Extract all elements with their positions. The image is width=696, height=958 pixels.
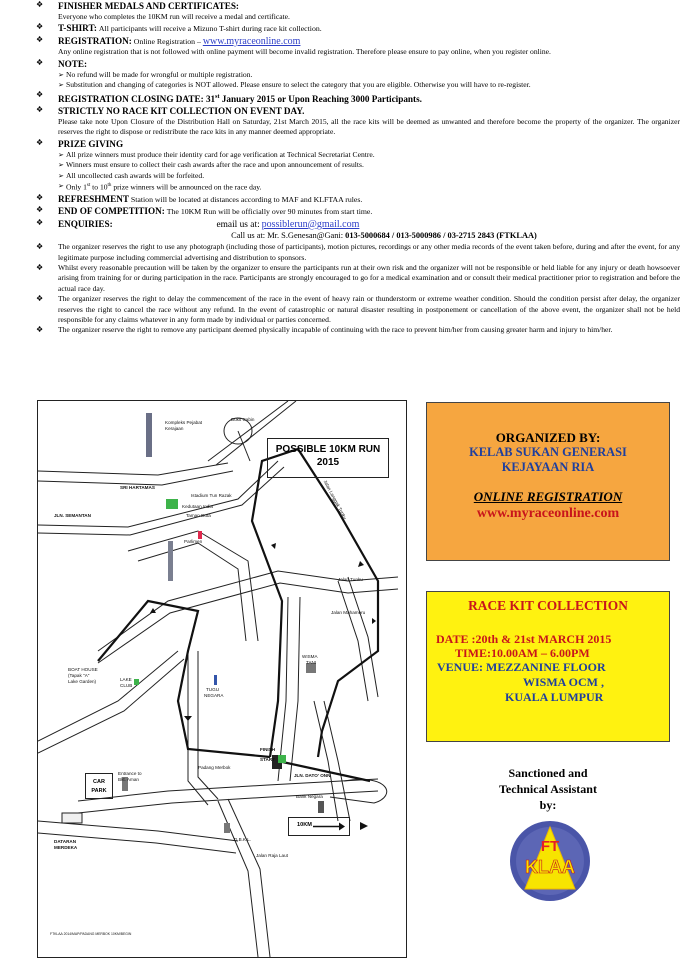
map-label: D.B.K.L. <box>234 837 252 842</box>
map-label: Bank Negara <box>296 794 323 799</box>
organizer-name: KELAB SUKAN GENERASI <box>469 445 627 459</box>
map-label: Kedutaan India <box>182 504 213 509</box>
map-label: TUGU <box>206 687 220 692</box>
refreshment-text: Station will be located at distances according to MAF and KLFTAA rules. <box>130 194 363 204</box>
online-registration-label: ONLINE REGISTRATION <box>473 489 623 504</box>
terms-paragraph <box>28 294 680 325</box>
diamond-bullet-icon: ❖ <box>36 90 44 100</box>
prize-heading: PRIZE GIVING <box>58 138 124 149</box>
diamond-bullet-icon: ❖ <box>36 325 44 335</box>
map-label: CLUB <box>120 683 133 688</box>
map-label: Padang Merbok <box>198 765 231 770</box>
prize-item-text: All prize winners must produce their identity card for age verification at Technical Secretariat Centre. <box>66 149 375 159</box>
arrow-bullet-icon: ➢ <box>58 81 64 90</box>
no-kit-heading: STRICTLY NO RACE KIT COLLECTION ON EVENT DAY. <box>58 105 305 116</box>
flower-icon <box>198 531 202 539</box>
sanction-line: Sanctioned and <box>508 766 588 780</box>
diamond-bullet-icon: ❖ <box>36 217 44 227</box>
bank-icon <box>318 801 324 813</box>
note-item <box>28 80 680 90</box>
dataran-icon <box>62 813 82 823</box>
arrow-bullet-icon: ➢ <box>58 181 64 190</box>
organized-box <box>426 402 670 561</box>
closing-date-text: REGISTRATION CLOSING DATE: 31 <box>58 93 216 104</box>
email-label: email us at: <box>216 219 260 230</box>
map-label: START <box>260 757 275 762</box>
registration-note: Any online registration that is not followed with online payment will become invalid registration. Therefore please ensure to pay online, when you register online. <box>58 47 551 57</box>
race-kit-venue: VENUE: MEZZANINE FLOOR <box>437 660 606 674</box>
distance-legend <box>288 817 350 836</box>
map-label: Jalan Langgak Tunku <box>322 479 348 521</box>
prize-item-text: All uncollected cash awards will be forfeited. <box>66 170 205 180</box>
logo-text-bottom: KLAA <box>525 857 575 877</box>
refreshment-heading: REFRESHMENT <box>58 193 129 204</box>
lake-club-icon <box>134 679 139 685</box>
diamond-bullet-icon: ❖ <box>36 137 44 147</box>
arrow-bullet-icon: ➢ <box>58 171 64 180</box>
diamond-bullet-icon: ❖ <box>36 104 44 114</box>
end-section <box>28 205 680 217</box>
dbkl-icon <box>224 823 230 833</box>
diamond-bullet-icon: ❖ <box>36 0 44 9</box>
race-kit-date: DATE :20th & 21st MARCH 2015 <box>436 632 612 646</box>
arrow-bullet-icon: ➢ <box>58 150 64 159</box>
sanction-line: Technical Assistant <box>499 782 597 796</box>
registration-text: Online Registration – <box>133 36 201 46</box>
prize-item <box>28 181 680 193</box>
map-label: Parlimen <box>184 539 203 544</box>
map-label: NEGARA <box>204 693 224 698</box>
route-arrows <box>150 543 376 830</box>
arrow-bullet-icon: ➢ <box>58 161 64 170</box>
map-label: WISMA <box>302 654 318 659</box>
parlimen-icon <box>168 541 173 581</box>
end-text: The 10KM Run will be officially over 90 minutes from start time. <box>166 207 373 217</box>
prize-item-text: Winners must ensure to collect their cash awards after the race and upon announcement of results. <box>66 160 364 170</box>
enquiries-heading: ENQUIRIES: <box>58 218 113 229</box>
kedutaan-marker-icon <box>166 499 178 509</box>
map-label: SRI HARTAMAS <box>120 485 155 490</box>
refreshment-section <box>28 193 680 205</box>
terms-paragraph <box>28 263 680 294</box>
map-label: Jalan Raja Laut <box>256 853 288 858</box>
map-label: BOAT HOUSE <box>68 667 98 672</box>
map-label: Kompleks Pejabat <box>165 420 203 425</box>
map-label: Bkt. Aman <box>118 777 139 782</box>
race-kit-box <box>426 591 670 742</box>
route-map <box>37 400 407 958</box>
note-section <box>28 58 680 70</box>
map-label: (Tapak "A" <box>68 673 90 678</box>
diamond-bullet-icon: ❖ <box>36 205 44 215</box>
car-park-label: CAR PARK <box>91 779 107 794</box>
sanction-text <box>446 765 650 813</box>
race-kit-title: RACE KIT COLLECTION <box>468 598 628 613</box>
prize-last-sup2: th <box>107 182 112 188</box>
prize-last-sup1: st <box>86 182 91 188</box>
closing-section <box>28 90 680 104</box>
terms-paragraph-text: The organizer reserves the right to delay the commencement of the race in the event of heavy rain or thunderstorm or extreme weather condition. Should the condition persist after delay, the organizer reserves the right to cancel the race without any refund. In the event of catastrophic or natural disaster resulting in postponement or cancellation of the above event, the organizer shall not be held responsible for any claims whatever in any form made by individual or parties concerned. <box>58 294 680 324</box>
prize-last-a: Only 1 <box>66 182 87 192</box>
map-label: LAKE <box>120 677 132 682</box>
finisher-text: Everyone who completes the 10KM run will receive a medal and certificate. <box>58 12 290 21</box>
ftklaa-logo <box>509 819 591 904</box>
prize-item <box>28 160 680 170</box>
organizer-name-2: KEJAYAAN RIA <box>501 460 595 474</box>
rules-section <box>28 0 680 336</box>
call-label: Call us at: Mr. S.Genesan@Gani: <box>231 231 344 241</box>
registration-section <box>28 35 680 47</box>
note-heading: NOTE: <box>58 58 88 69</box>
route-arrow-icon <box>360 822 368 830</box>
prize-last-c: prize winners will be announced on the race day. <box>111 182 262 192</box>
closing-date-sup: st <box>215 93 220 100</box>
map-footer: FTKLAA 2014/MAP/PADANG MERBOK 10KM/BEGIN <box>50 932 132 936</box>
tugu-icon <box>214 675 217 685</box>
terms-paragraph-text: The organizer reserve the right to remove any participant deemed physically incapable of continuing with the race to prevent him/her from causing greater harm and injury to him/her. <box>58 325 613 335</box>
map-title-line2: 2015 <box>316 457 340 468</box>
map-title <box>267 438 389 478</box>
email-link[interactable]: possiblerun@gmail.com <box>261 218 360 230</box>
closing-date-text2: January 2015 or Upon Reaching 3000 Participants. <box>219 93 422 104</box>
finisher-heading: FINISHER MEDALS AND CERTIFICATES: <box>58 1 239 11</box>
organized-label: ORGANIZED BY: <box>495 430 601 445</box>
map-label: Lake Garden) <box>68 679 97 684</box>
diamond-bullet-icon: ❖ <box>36 57 44 67</box>
race-kit-venue-3: KUALA LUMPUR <box>505 690 604 704</box>
map-label: Jalan Tunku <box>338 577 363 582</box>
diamond-bullet-icon: ❖ <box>36 294 44 304</box>
distance-label: 10KM <box>297 822 312 828</box>
tshirt-text: All participants will receive a Mizuno T-shirt during race kit collection. <box>98 24 322 34</box>
terms-paragraph <box>28 242 680 263</box>
phone-numbers: 013-5000684 / 013-5000986 / 03-2715 2843 (FTKLAA) <box>345 231 537 241</box>
tshirt-section <box>28 22 680 34</box>
route-arrow-icon <box>271 543 276 549</box>
sanction-line: by: <box>539 798 557 812</box>
diamond-bullet-icon: ❖ <box>36 192 44 202</box>
map-label: Taman Duta <box>186 513 211 518</box>
note-item-text: Substitution and changing of categories is NOT allowed. Please ensure to select the category that you are eligible. Otherwise you will have to re-register. <box>66 80 531 90</box>
route-arrow-icon <box>372 618 376 624</box>
enquiries-section <box>28 218 680 230</box>
registration-link[interactable]: www.myraceonline.com <box>202 35 301 47</box>
closing-date <box>58 94 422 104</box>
online-registration-link[interactable]: www.myraceonline.com <box>476 506 620 521</box>
finisher-section <box>28 0 680 12</box>
logo-text-top: FT <box>540 838 560 855</box>
tower-icon <box>146 413 152 457</box>
route-arrow-icon <box>184 716 192 721</box>
arrow-bullet-icon: ➢ <box>58 70 64 79</box>
terms-paragraph <box>28 325 680 335</box>
map-label: Kerajaan <box>165 426 184 431</box>
registration-heading: REGISTRATION: <box>58 35 132 46</box>
note-item <box>28 70 680 80</box>
map-title-line1: POSSIBLE 10KM RUN <box>275 444 381 455</box>
race-kit-time: TIME:10.00AM – 6.00PM <box>455 646 590 660</box>
prize-item <box>28 150 680 160</box>
map-label: JLN. SEMANTAN <box>54 513 91 518</box>
no-kit-section <box>28 105 680 117</box>
map-label: Bukit Cabin <box>231 417 255 422</box>
map-label: Istadium Tun Razak <box>191 493 232 498</box>
no-kit-text: Please take note Upon Closure of the Distribution Hall on Saturday, 21st March 2015, all the race kits will be deemed as unwanted and therefore become the property of the organizer. The organizer reserves the right to dispose or redistribute the race kits in any manner deemed appropriate. <box>58 116 680 137</box>
terms-paragraph-text: The organizer reserves the right to use any photograph (including those of participants), motion pictures, recordings or any other media records of the event taken before, during and after the event, for any legitimate purpose including commercial advertising and distribution to sponsors. <box>58 242 680 262</box>
race-kit-venue-2: WISMA OCM , <box>523 675 604 689</box>
prize-item <box>28 171 680 181</box>
map-label: Entrance to <box>118 771 142 776</box>
prize-section <box>28 138 680 150</box>
diamond-bullet-icon: ❖ <box>36 242 44 252</box>
map-label: TANI <box>306 660 317 665</box>
map-label: DATARAN <box>54 839 77 844</box>
note-item-text: No refund will be made for wrongful or multiple registration. <box>66 69 253 79</box>
map-label: FINISH <box>260 747 276 752</box>
diamond-bullet-icon: ❖ <box>36 22 44 32</box>
diamond-bullet-icon: ❖ <box>36 262 44 272</box>
car-park <box>85 773 113 799</box>
map-label: JLN. DATO' ONN <box>294 773 331 778</box>
start-marker-icon <box>278 755 286 763</box>
map-label: MERDEKA <box>54 845 78 850</box>
distance-arrow-icon <box>289 818 349 835</box>
route-arrow-icon <box>358 561 364 567</box>
call-us <box>28 230 680 242</box>
terms-paragraph-text: Whilst every reasonable precaution will be taken by the organizer to ensure the participants run at their own risk and the organizer will not be responsible or held liable for any injury or death howsoever arising from training for or during participation in the race. Participants are strongly encouraged to go for a medical examination and or consult their medical practitioner prior to registration and before the actual race day. <box>58 262 680 293</box>
tshirt-heading: T-SHIRT: <box>58 23 97 34</box>
end-heading: END OF COMPETITION: <box>58 206 165 217</box>
diamond-bullet-icon: ❖ <box>36 34 44 44</box>
map-label: Jalan Mahameru <box>331 610 366 615</box>
prize-last-b: to 10 <box>90 182 108 192</box>
